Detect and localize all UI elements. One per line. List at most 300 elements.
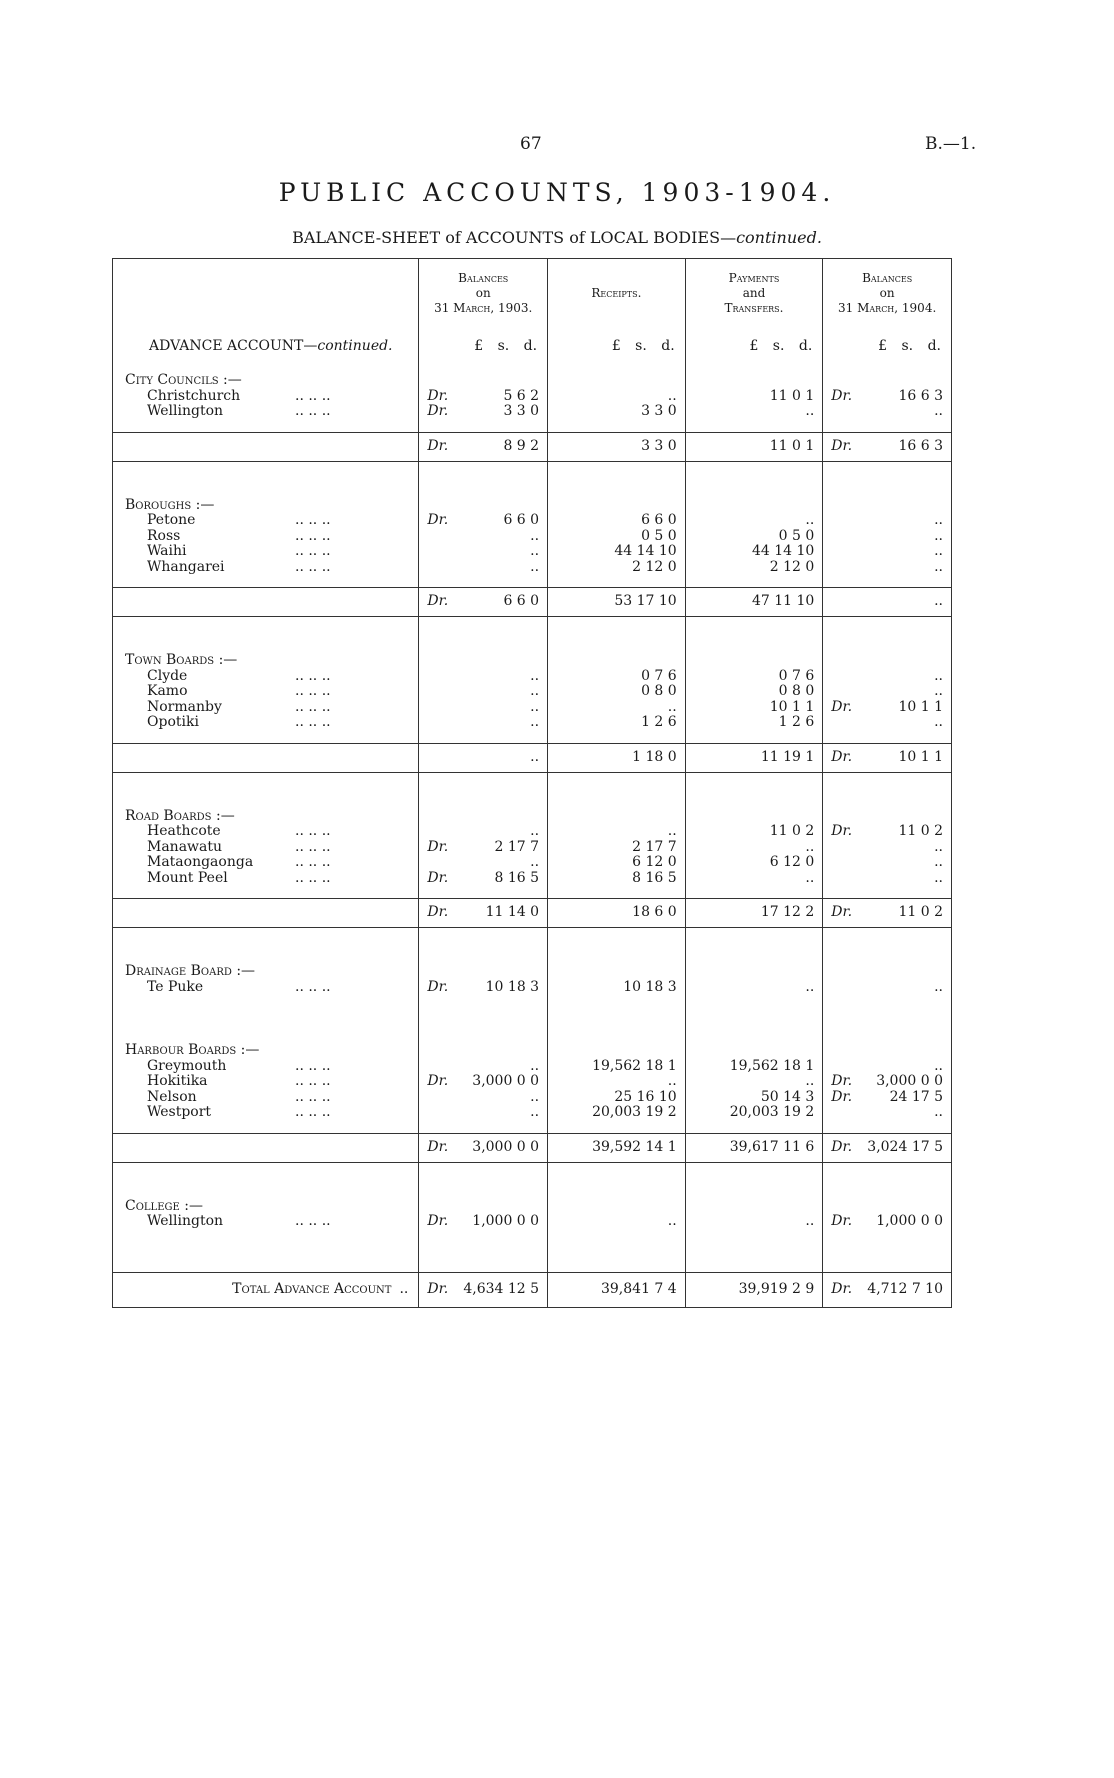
balance-1904-cell [823, 367, 952, 420]
balance-1903-value [419, 389, 547, 405]
debit-marker [694, 855, 730, 871]
receipts-cell [548, 1037, 686, 1121]
gap-cell [419, 886, 548, 899]
debit-marker [694, 1282, 730, 1298]
subtotal-label-cell [113, 899, 419, 928]
amount: 18 6 0 [632, 904, 677, 921]
subtotal-balance-1903-cell [419, 432, 548, 461]
debit-marker [694, 1074, 730, 1090]
subtotal-label-cell [113, 588, 419, 617]
spacer-cell [419, 1242, 548, 1273]
amount: 11 0 1 [769, 437, 815, 454]
gap-cell [419, 1121, 548, 1134]
receipts-value [548, 1090, 685, 1106]
receipts-value [548, 715, 685, 731]
leader-dots: .. .. .. [295, 667, 331, 684]
section-spacer [113, 1242, 952, 1273]
item-name: Opotiki [147, 714, 199, 730]
debit-marker [427, 855, 463, 871]
lsd-label: £ s. d. [749, 338, 813, 355]
receipts-value [548, 529, 685, 545]
debit-marker: Dr. [831, 437, 853, 454]
balance-1904-value [823, 404, 951, 420]
receipts-value [548, 404, 685, 420]
item-name: Normanby [147, 698, 222, 715]
payments-value [686, 404, 823, 420]
lsd-cell [419, 327, 548, 367]
debit-marker [694, 1090, 730, 1106]
gap-cell [419, 1230, 548, 1242]
debit-marker: Dr. [427, 1138, 449, 1155]
debit-marker [694, 840, 730, 856]
column-header-line: on [475, 285, 491, 300]
amount: 10 1 1 [898, 748, 943, 765]
debit-marker [694, 439, 730, 455]
amount: 6 12 0 [769, 854, 815, 870]
spacer-cell [113, 928, 419, 959]
leader-dots: .. .. .. [295, 1104, 331, 1120]
group-label-cell [113, 492, 419, 576]
item-name: Mataongaonga [147, 854, 254, 870]
amount: .. [934, 854, 943, 870]
debit-marker [556, 840, 592, 856]
balance-1903-value [419, 980, 547, 996]
gap-cell [548, 995, 686, 1007]
list-item [113, 544, 418, 560]
debit-marker: Dr. [427, 838, 449, 855]
payments-value [686, 1090, 823, 1106]
balance-1904-value [823, 1105, 951, 1121]
subtotal-balance-1904-value [823, 439, 951, 455]
balance-1903-cell [419, 958, 548, 995]
heading-spacer [686, 647, 823, 669]
leader-dots: .. .. .. [295, 1088, 331, 1105]
debit-marker [556, 871, 592, 887]
list-item [113, 1105, 418, 1121]
subtotal-label-cell [113, 1133, 419, 1162]
spacer-cell [548, 772, 686, 803]
heading-spacer [419, 1037, 547, 1059]
grand-total-label-cell [113, 1272, 419, 1307]
amount: 20,003 19 2 [592, 1104, 677, 1120]
heading-spacer [686, 492, 823, 514]
list-item [113, 529, 418, 545]
debit-marker [556, 1282, 592, 1298]
leader-dots: .. .. .. [295, 527, 331, 544]
heading-spacer [686, 1037, 823, 1059]
amount: .. [667, 387, 677, 404]
amount: 4,712 7 10 [867, 1280, 943, 1297]
amount: 39,592 14 1 [592, 1138, 677, 1155]
amount: 3 3 0 [503, 403, 540, 419]
spacer-cell [113, 1242, 419, 1273]
spacer-cell [823, 461, 952, 492]
heading-spacer [548, 647, 685, 669]
balance-1904-value [823, 1214, 951, 1230]
heading-spacer [419, 1193, 547, 1215]
subtotal-receipts-cell [548, 588, 686, 617]
group-row [113, 647, 952, 731]
debit-marker [694, 980, 730, 996]
amount: 16 6 3 [898, 437, 943, 454]
list-item [113, 715, 418, 731]
subtotal-payments-cell [685, 588, 823, 617]
amount: 1,000 0 0 [472, 1213, 540, 1229]
leader-dots: .. .. .. [295, 1073, 331, 1089]
subtotal-receipts-cell [548, 899, 686, 928]
gap-cell [419, 731, 548, 744]
subtotal-balance-1903-cell [419, 899, 548, 928]
debit-marker [831, 715, 867, 731]
balance-1903-value [419, 684, 547, 700]
debit-marker [556, 700, 592, 716]
list-item [113, 824, 418, 840]
column-header-line: 31 March, 1904. [838, 300, 937, 315]
balance-1903-value [419, 871, 547, 887]
item-name: Westport [147, 1104, 212, 1120]
payments-value [686, 1059, 823, 1075]
spacer-cell [685, 617, 823, 648]
debit-marker [556, 1140, 592, 1156]
debit-marker [556, 594, 592, 610]
balance-1904-cell [823, 803, 952, 887]
debit-marker [831, 594, 867, 610]
spacer-cell [419, 1007, 548, 1037]
debit-marker [556, 404, 592, 420]
subtotal-payments-value [686, 1140, 823, 1156]
heading-spacer [686, 958, 823, 980]
heading-spacer [419, 803, 547, 825]
amount: 6 6 0 [503, 593, 540, 610]
grand-total-payments-cell [685, 1272, 823, 1307]
debit-marker [427, 560, 463, 576]
heading-spacer [548, 1193, 685, 1215]
amount: .. [530, 667, 540, 684]
amount: 1 2 6 [778, 714, 815, 730]
amount: 8 16 5 [494, 869, 540, 886]
spacer-cell [548, 1162, 686, 1193]
subtotal-balance-1904-value [823, 750, 951, 766]
spacer-cell [419, 617, 548, 648]
receipts-value [548, 1059, 685, 1075]
balance-1903-value [419, 404, 547, 420]
balance-1904-value [823, 700, 951, 716]
payments-value [686, 513, 823, 529]
group-row [113, 1193, 952, 1230]
debit-marker: Dr. [427, 1073, 449, 1089]
debit-marker [831, 404, 867, 420]
debit-marker: Dr. [831, 1073, 853, 1089]
debit-marker [831, 529, 867, 545]
debit-marker [694, 513, 730, 529]
debit-marker [694, 715, 730, 731]
item-name: Manawatu [147, 838, 223, 855]
lsd-cell [685, 327, 823, 367]
amount: 11 0 1 [769, 387, 815, 404]
debit-marker [831, 1105, 867, 1121]
amount: 8 9 2 [503, 437, 540, 454]
list-item [113, 513, 418, 529]
item-name: Nelson [147, 1088, 197, 1105]
spacer-cell [685, 461, 823, 492]
amount: 3 3 0 [641, 403, 677, 419]
gap-cell [685, 575, 823, 588]
gap-cell [823, 1121, 952, 1134]
amount: 19,562 18 1 [729, 1057, 815, 1074]
gap-cell [823, 1230, 952, 1242]
payments-cell [685, 1037, 823, 1121]
debit-marker [831, 560, 867, 576]
amount: 50 14 3 [760, 1088, 815, 1105]
gap-cell [823, 995, 952, 1007]
balance-1903-cell [419, 367, 548, 420]
payments-cell [685, 958, 823, 995]
list-item [113, 855, 418, 871]
subtotal-balance-1903-value [419, 905, 547, 921]
spacer-cell [548, 1242, 686, 1273]
leader-dots: .. .. .. [295, 698, 331, 715]
payments-cell [685, 367, 823, 420]
gap-cell [419, 995, 548, 1007]
amount: 2 17 7 [632, 838, 677, 855]
debit-marker [427, 715, 463, 731]
item-name: Ross [147, 527, 181, 544]
balance-1904-value [823, 544, 951, 560]
grand-total-balance-1904-value [823, 1282, 951, 1298]
receipts-value [548, 824, 685, 840]
column-header-line: Payments [728, 270, 780, 285]
column-header-line: and [742, 285, 766, 300]
grand-total-receipts-value [548, 1282, 685, 1298]
amount: .. [530, 1088, 540, 1105]
item-name: Kamo [147, 683, 188, 699]
amount: 0 5 0 [778, 527, 815, 544]
column-header-balances-1903 [419, 259, 548, 328]
spacer-cell [823, 617, 952, 648]
payments-value [686, 855, 823, 871]
list-item [113, 980, 418, 996]
gap-cell [113, 731, 419, 744]
leader-dots: .. [399, 1280, 409, 1297]
subtotal-row [113, 432, 952, 461]
group-heading: Harbour Boards :— [125, 1042, 260, 1058]
heading-spacer [823, 1037, 951, 1059]
gap-cell [113, 575, 419, 588]
grand-total-balance-1903-cell [419, 1272, 548, 1307]
amount: .. [805, 978, 815, 995]
amount: .. [530, 698, 540, 715]
column-header-receipts [548, 259, 686, 328]
balance-sheet-table [112, 258, 952, 1308]
gap-cell [823, 731, 952, 744]
gap-cell [685, 1230, 823, 1242]
spacer-cell [548, 1007, 686, 1037]
section-spacer [113, 617, 952, 648]
amount: .. [805, 1073, 815, 1089]
debit-marker: Dr. [427, 978, 449, 995]
balance-1904-cell [823, 492, 952, 576]
group-row [113, 1037, 952, 1121]
debit-marker [694, 824, 730, 840]
heading-spacer [823, 647, 951, 669]
debit-marker [694, 389, 730, 405]
balance-1903-value [419, 855, 547, 871]
heading-spacer [419, 367, 547, 389]
amount: 6 6 0 [641, 512, 677, 528]
item-name: Wellington [147, 403, 224, 419]
amount: 39,919 2 9 [738, 1280, 815, 1297]
amount: 11 19 1 [760, 748, 815, 765]
amount: 2 12 0 [632, 558, 677, 575]
gap-cell [823, 575, 952, 588]
list-item [113, 871, 418, 887]
spacer-cell [113, 1162, 419, 1193]
debit-marker [556, 513, 592, 529]
gap-cell [113, 886, 419, 899]
group-heading: Drainage Board :— [125, 963, 256, 979]
balance-1904-value [823, 529, 951, 545]
debit-marker [694, 1214, 730, 1230]
balance-sheet-body [113, 259, 952, 1308]
subtotal-balance-1903-cell [419, 1133, 548, 1162]
debit-marker [694, 1059, 730, 1075]
debit-marker: Dr. [831, 1138, 853, 1155]
heading-spacer [686, 1193, 823, 1215]
subtotal-balance-1904-cell [823, 432, 952, 461]
leader-dots: .. .. .. [295, 387, 331, 404]
group-heading: Town Boards :— [125, 652, 238, 668]
payments-value [686, 1074, 823, 1090]
debit-marker [556, 684, 592, 700]
heading-spacer [419, 492, 547, 514]
list-item [113, 404, 418, 420]
spacer-cell [419, 928, 548, 959]
debit-marker [556, 855, 592, 871]
debit-marker [427, 669, 463, 685]
receipts-value [548, 389, 685, 405]
leader-dots: .. .. .. [295, 869, 331, 886]
gap-cell [685, 1121, 823, 1134]
leader-dots: .. .. .. [295, 543, 331, 559]
subtotal-payments-value [686, 905, 823, 921]
leader-dots: .. .. .. [295, 683, 331, 699]
subtotal-row [113, 588, 952, 617]
group-label-cell [113, 803, 419, 887]
amount: 24 17 5 [889, 1088, 943, 1105]
section-label-continued: continued. [317, 338, 393, 355]
lsd-label: £ s. d. [474, 338, 538, 355]
amount: .. [530, 748, 540, 765]
gap-cell [113, 420, 419, 433]
balance-1903-value [419, 1214, 547, 1230]
subtotal-row [113, 743, 952, 772]
gap-cell [419, 420, 548, 433]
subtotal-payments-value [686, 439, 823, 455]
balance-1903-value [419, 1105, 547, 1121]
debit-marker [694, 594, 730, 610]
spacer-cell [113, 1007, 419, 1037]
group-label-cell [113, 958, 419, 995]
payments-cell [685, 492, 823, 576]
balance-1903-value [419, 529, 547, 545]
debit-marker [694, 404, 730, 420]
receipts-cell [548, 803, 686, 887]
leader-dots: .. .. .. [295, 512, 331, 528]
amount: 8 16 5 [632, 869, 677, 886]
table-subtitle [0, 228, 1114, 247]
debit-marker [427, 1105, 463, 1121]
group-gap [113, 420, 952, 433]
amount: 39,617 11 6 [729, 1138, 815, 1155]
list-item [113, 389, 418, 405]
leader-dots: .. .. .. [295, 1213, 331, 1229]
amount: 5 6 2 [503, 387, 540, 404]
subtotal-receipts-value [548, 750, 685, 766]
amount: 2 12 0 [769, 558, 815, 575]
payments-value [686, 684, 823, 700]
balance-1903-value [419, 1059, 547, 1075]
heading-spacer [419, 647, 547, 669]
column-header-line: Balances [862, 270, 913, 285]
receipts-value [548, 513, 685, 529]
heading-spacer [823, 803, 951, 825]
debit-marker [694, 905, 730, 921]
subtotal-balance-1904-cell [823, 1133, 952, 1162]
debit-marker [831, 871, 867, 887]
balance-1904-value [823, 1074, 951, 1090]
column-header-line: Transfers. [724, 300, 784, 315]
gap-cell [685, 731, 823, 744]
subtotal-receipts-value [548, 1140, 685, 1156]
item-name: Greymouth [147, 1057, 227, 1074]
debit-marker [556, 1074, 592, 1090]
subtotal-payments-cell [685, 743, 823, 772]
debit-marker [556, 715, 592, 731]
balance-1904-value [823, 840, 951, 856]
leader-dots: .. .. .. [295, 558, 331, 575]
heading-spacer [686, 367, 823, 389]
spacer-cell [823, 928, 952, 959]
balance-1903-value [419, 1074, 547, 1090]
grand-total-balance-1904-cell [823, 1272, 952, 1307]
subtotal-payments-cell [685, 432, 823, 461]
debit-marker [556, 529, 592, 545]
amount: 17 12 2 [760, 904, 815, 921]
amount: 10 1 1 [769, 698, 815, 715]
debit-marker [831, 669, 867, 685]
group-row [113, 803, 952, 887]
amount: .. [667, 1213, 677, 1229]
amount: .. [530, 714, 540, 730]
balance-1903-cell [419, 1037, 548, 1121]
balance-1904-value [823, 1090, 951, 1106]
spacer-cell [685, 928, 823, 959]
heading-spacer [548, 1037, 685, 1059]
debit-marker [427, 1059, 463, 1075]
debit-marker [556, 1214, 592, 1230]
leader-dots: .. .. .. [295, 823, 331, 839]
spacer-cell [419, 772, 548, 803]
receipts-cell [548, 647, 686, 731]
debit-marker [427, 824, 463, 840]
debit-marker: Dr. [427, 904, 449, 921]
subtotal-receipts-value [548, 905, 685, 921]
debit-marker [831, 513, 867, 529]
amount: 11 14 0 [485, 904, 540, 921]
subtitle-continued: continued. [736, 228, 822, 247]
spacer-cell [823, 772, 952, 803]
amount: 2 17 7 [494, 838, 540, 855]
